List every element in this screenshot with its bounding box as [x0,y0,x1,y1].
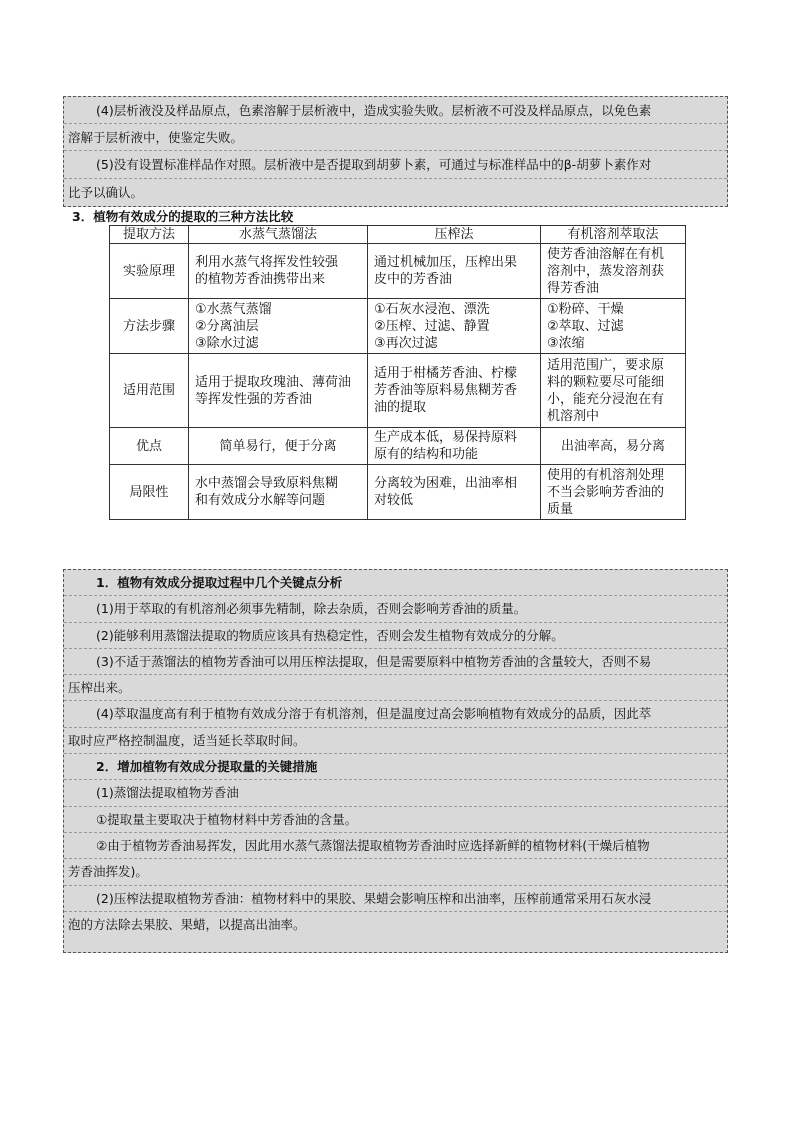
paragraph-line: (1)用于萃取的有机溶剂必须事先精制，除去杂质，否则会影响芳香油的质量。 [64,596,727,622]
cell-line: 使用的有机溶剂处理 [547,467,665,483]
cell-line: 皮中的芳香油 [374,272,453,287]
table-cell [541,465,686,520]
cell-line: 小，能充分浸泡在有 [547,391,665,407]
cell-line: 得芳香油 [547,280,600,296]
subsection-heading: 1．植物有效成分提取过程中几个关键点分析 [64,570,727,596]
cell-line: 溶剂中，蒸发溶剂获 [547,263,665,279]
cell-line: ③浓缩 [547,335,585,351]
paragraph-line: 泡的方法除去果胶、果蜡，以提高出油率。 [68,916,306,932]
text-box-chromatography-notes [63,96,728,207]
cell-line: 使芳香油溶解在有机 [547,246,665,262]
table-header-cell: 水蒸气蒸馏法 [189,226,368,244]
table-cell [541,428,686,465]
cell-line: 机溶剂中 [547,408,600,424]
row-label: 局限性 [110,465,189,520]
table-header-cell: 提取方法 [110,226,189,244]
row-label: 适用范围 [110,354,189,428]
cell-line: 适用范围广，要求原 [547,357,665,373]
cell-line: 分离较为困难，出油率相 [374,476,518,491]
table-row [110,428,686,465]
cell-line: ③再次过滤 [374,335,438,351]
cell-line: 适用于柑橘芳香油、柠檬 [374,366,518,381]
cell-line: 出油率高，易分离 [560,438,665,454]
cell-line: 芳香油等原料易焦糊芳香 [374,383,518,398]
cell-line: 原有的结构和功能 [374,447,479,462]
cell-line: 等挥发性强的芳香油 [195,391,313,407]
table-cell [368,354,541,428]
cell-line: 对较低 [374,493,414,508]
cell-line: ②分离油层 [195,318,259,334]
paragraph-line: (5)没有设置标准样品作对照。层析液中是否提取到胡萝卜素，可通过与标准样品中的β-胡萝卜素作对 [64,151,727,178]
paragraph-line: (3)不适于蒸馏法的植物芳香油可以用压榨法提取，但是需要原料中植物芳香油的含量较大，否则不易 [64,649,727,675]
paragraph-line: (4)萃取温度高有利于植物有效成分溶于有机溶剂，但是温度过高会影响植物有效成分的品质，因此萃 [64,701,727,727]
paragraph-line: ①提取量主要取决于植物材料中芳香油的含量。 [64,807,727,833]
paragraph-line: (1)蒸馏法提取植物芳香油 [64,780,727,806]
table-cell [189,428,368,465]
paragraph-line: 比予以确认。 [68,184,144,200]
row-label: 方法步骤 [110,299,189,354]
cell-line: 油的提取 [374,400,427,415]
table-row [110,354,686,428]
cell-line: 利用水蒸气将挥发性较强 [195,255,339,270]
table-header-row [110,226,686,244]
cell-line: 水中蒸馏会导致原料焦糊 [195,476,339,491]
row-label: 优点 [110,428,189,465]
paragraph-line: (2)压榨法提取植物芳香油：植物材料中的果胶、果蜡会影响压榨和出油率，压榨前通常采用石灰水浸 [64,886,727,912]
cell-line: 和有效成分水解等问题 [195,493,326,508]
table-header-cell: 压榨法 [368,226,541,244]
table-cell [189,354,368,428]
text-box-key-points [63,569,728,953]
cell-line: ②压榨、过滤、静置 [374,318,490,334]
cell-line: 料的颗粒要尽可能细 [547,374,665,390]
paragraph-line: 芳香油挥发)。 [64,859,727,885]
table-cell [541,354,686,428]
table-cell [189,465,368,520]
table-cell [368,465,541,520]
cell-line: 适用于提取玫瑰油、薄荷油 [195,374,352,390]
cell-line: 通过机械加压，压榨出果 [374,255,518,270]
cell-line: 质量 [547,501,574,517]
table-cell [368,299,541,354]
row-label: 实验原理 [110,244,189,299]
subsection-heading: 2．增加植物有效成分提取量的关键措施 [64,754,727,780]
table-cell [368,428,541,465]
cell-line: ①石灰水浸泡、漂洗 [374,301,490,317]
table-row [110,465,686,520]
cell-line: 不当会影响芳香油的 [547,484,665,500]
paragraph-line: (2)能够利用蒸馏法提取的物质应该具有热稳定性，否则会发生植物有效成分的分解。 [64,623,727,649]
cell-line: ②萃取、过滤 [547,318,624,334]
cell-line: ①水蒸气蒸馏 [195,301,272,317]
comparison-table [109,225,686,520]
cell-line: 的植物芳香油携带出来 [195,272,326,287]
paragraph-line: 取时应严格控制温度，适当延长萃取时间。 [64,728,727,754]
paragraph-line: 压榨出来。 [64,675,727,701]
table-row [110,299,686,354]
cell-line: ①粉碎、干燥 [547,301,624,317]
section-heading: 3．植物有效成分的提取的三种方法比较 [72,209,294,224]
table-header-cell: 有机溶剂萃取法 [541,226,686,244]
table-row [110,244,686,299]
paragraph-line: ②由于植物芳香油易挥发，因此用水蒸气蒸馏法提取植物芳香油时应选择新鲜的植物材料(干燥后植物 [64,833,727,859]
paragraph-line: 溶解于层析液中，使鉴定失败。 [64,124,727,151]
cell-line: ③除水过滤 [195,335,259,351]
table-cell [541,244,686,299]
table-cell [189,299,368,354]
cell-line: 生产成本低，易保持原料 [374,430,518,445]
table-cell [541,299,686,354]
table-cell [368,244,541,299]
table-cell [189,244,368,299]
paragraph-line: (4)层析液没及样品原点，色素溶解于层析液中，造成实验失败。层析液不可没及样品原点，以免色素 [64,97,727,124]
cell-line: 简单易行，便于分离 [219,438,337,454]
